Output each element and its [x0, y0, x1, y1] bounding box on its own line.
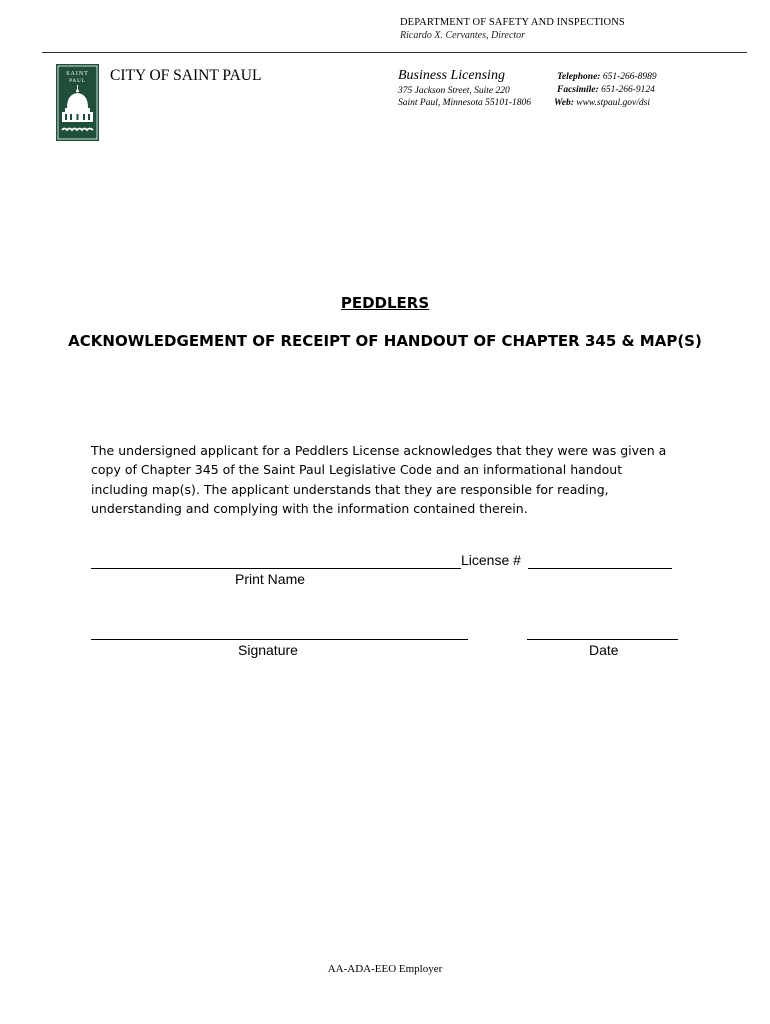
document-subtitle: ACKNOWLEDGEMENT OF RECEIPT OF HANDOUT OF CHAPTER 345 & MAP(S) [68, 332, 702, 350]
header-divider [42, 52, 747, 53]
city-seal-logo [56, 64, 99, 141]
svg-text:SAINT: SAINT [66, 71, 89, 77]
acknowledgement-paragraph: The undersigned applicant for a Peddlers License acknowledges that they were was given a copy of Chapter 345 of the Saint Paul Legislative Code and an informational handout including map(s). The applicant understands that they are responsible for reading, understanding and complying with the information contained therein. [91, 443, 667, 516]
web-row [554, 98, 650, 108]
facsimile-value: 651-266-9124 [601, 85, 655, 95]
telephone-row [557, 72, 657, 82]
date-label: Date [589, 642, 619, 658]
office-title: Business Licensing [398, 68, 505, 83]
web-link[interactable]: www.stpaul.gov/dsi [576, 98, 650, 108]
document-title: PEDDLERS [340, 294, 430, 312]
signature-field[interactable] [91, 639, 468, 640]
signature-label: Signature [238, 642, 298, 658]
web-label: Web: [554, 98, 574, 108]
print-name-field[interactable] [91, 568, 461, 569]
date-field[interactable] [527, 639, 678, 640]
director-name: Ricardo X. Cervantes, Director [400, 30, 526, 41]
footer-employer-note: AA-ADA-EEO Employer [327, 963, 443, 975]
license-number-label: License # [461, 552, 521, 568]
license-number-field[interactable] [528, 568, 672, 569]
telephone-value: 651-266-8989 [602, 72, 657, 82]
print-name-label: Print Name [235, 571, 306, 587]
city-name: CITY OF SAINT PAUL [110, 67, 262, 84]
facsimile-label: Facsimile: [557, 85, 599, 95]
department-name: DEPARTMENT OF SAFETY AND INSPECTIONS [400, 17, 625, 28]
capitol-dome-icon [56, 64, 99, 141]
svg-text:PAUL: PAUL [69, 79, 86, 84]
office-address-line1: 375 Jackson Street, Suite 220 [398, 86, 510, 96]
facsimile-row [557, 85, 655, 95]
office-address-line2: Saint Paul, Minnesota 55101-1806 [398, 98, 531, 108]
telephone-label: Telephone: [557, 72, 601, 82]
